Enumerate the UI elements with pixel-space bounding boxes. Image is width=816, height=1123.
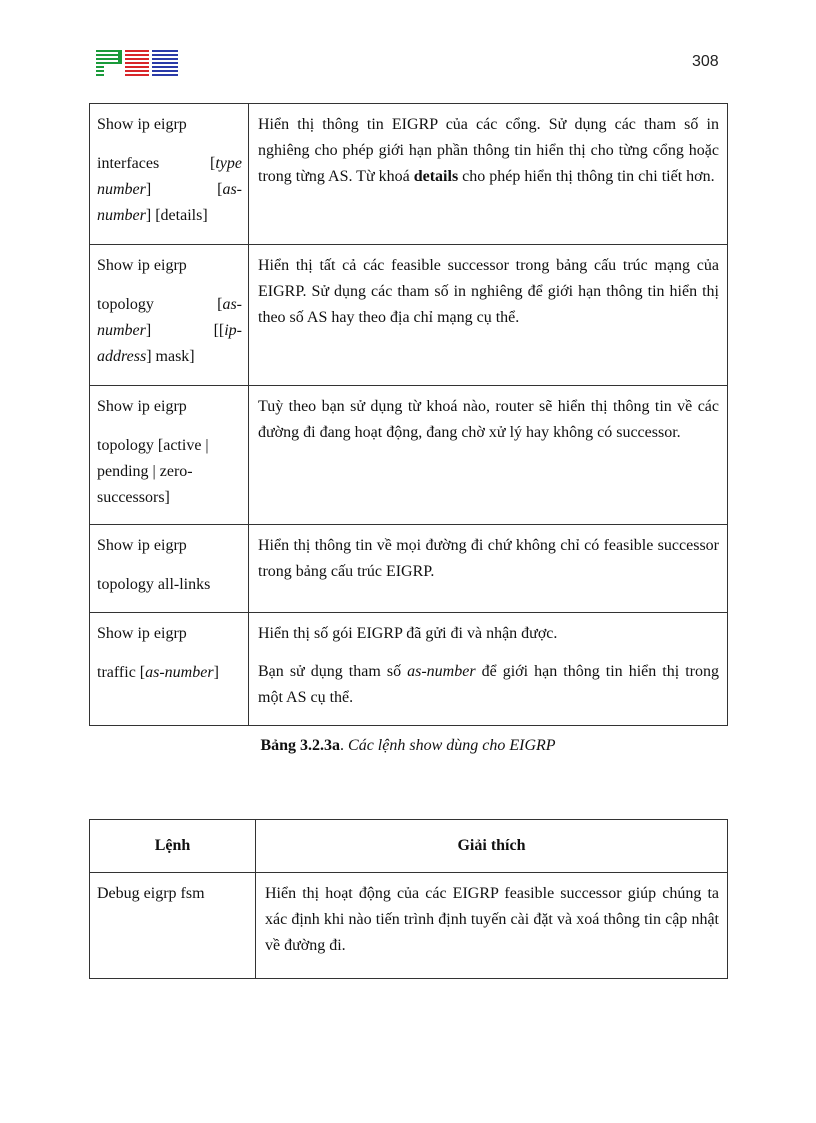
table-row <box>90 873 728 979</box>
eigrp-show-commands-table <box>89 103 728 726</box>
column-header-explanation: Giải thích <box>256 820 728 873</box>
command-name: Show ip eigrp <box>97 116 187 133</box>
command-params: topology [as- <box>97 296 242 313</box>
description-text: Hiển thị thông tin EIGRP của các cổng. Sử dụng các tham số in nghiêng cho phép giới hạn phần thông tin hiển thị cho từng cổng hoặc trong từng AS. Từ khoá details cho phép hiển thị thông tin chi tiết hơn. <box>258 116 719 185</box>
command-name: Show ip eigrp <box>97 398 187 415</box>
page-number: 308 <box>692 53 719 70</box>
command-params: topology [active | pending | zero-successors] <box>97 437 209 506</box>
table-caption: Bảng 3.2.3a. Các lệnh show dùng cho EIGRP <box>260 737 556 754</box>
command-params-cont: number] [details] <box>97 207 208 224</box>
column-header-command: Lệnh <box>90 820 256 873</box>
description-text: Hiển thị thông tin về mọi đường đi chứ không chỉ có feasible successor trong bảng cấu trúc EIGRP. <box>258 537 719 580</box>
description-cell <box>249 525 728 613</box>
command-cell <box>90 104 249 245</box>
eigrp-debug-commands-table <box>89 819 728 979</box>
command-params: traffic [as-number] <box>97 664 219 681</box>
description-text: Hiển thị số gói EIGRP đã gửi đi và nhận được. <box>258 625 558 642</box>
command-params: topology all-links <box>97 576 211 593</box>
logo-letter-n <box>125 50 149 76</box>
logo-letter-h <box>152 50 178 76</box>
command-params: interfaces [type number] [as- <box>97 155 242 198</box>
table-row <box>90 386 728 525</box>
description-cell <box>249 245 728 386</box>
command-name: Show ip eigrp <box>97 257 187 274</box>
logo-letter-p <box>96 50 122 76</box>
command-params-cont: address] mask] <box>97 348 195 365</box>
description-text: Hiển thị tất cả các feasible successor trong bảng cấu trúc mạng của EIGRP. Sử dụng các tham số in nghiêng để giới hạn thông tin hiển thị theo số AS hay theo địa chỉ mạng cụ thể. <box>258 257 719 326</box>
table-row <box>90 104 728 245</box>
command-params-cont: number] [[ip- <box>97 322 242 339</box>
command-cell <box>90 613 249 726</box>
description-cell <box>249 386 728 525</box>
description-text: Bạn sử dụng tham số as-number để giới hạn thông tin hiển thị trong một AS cụ thể. <box>258 663 719 706</box>
command-name: Show ip eigrp <box>97 625 187 642</box>
pnh-logo <box>96 50 178 78</box>
command-name: Show ip eigrp <box>97 537 187 554</box>
description-cell <box>249 613 728 726</box>
command-cell <box>90 245 249 386</box>
description-text: Tuỳ theo bạn sử dụng từ khoá nào, router sẽ hiển thị thông tin về các đường đi đang hoạt động, đang chờ xử lý hay không có successor. <box>258 398 719 441</box>
command-cell: Debug eigrp fsm <box>90 873 256 979</box>
command-cell <box>90 386 249 525</box>
description-cell <box>249 104 728 245</box>
table-row <box>90 245 728 386</box>
command-cell <box>90 525 249 613</box>
description-cell: Hiển thị hoạt động của các EIGRP feasible successor giúp chúng ta xác định khi nào tiến trình định tuyến cài đặt và xoá thông tin cập nhật về đường đi. <box>256 873 728 979</box>
table-row <box>90 613 728 726</box>
table-row <box>90 525 728 613</box>
table-header-row <box>90 820 728 873</box>
